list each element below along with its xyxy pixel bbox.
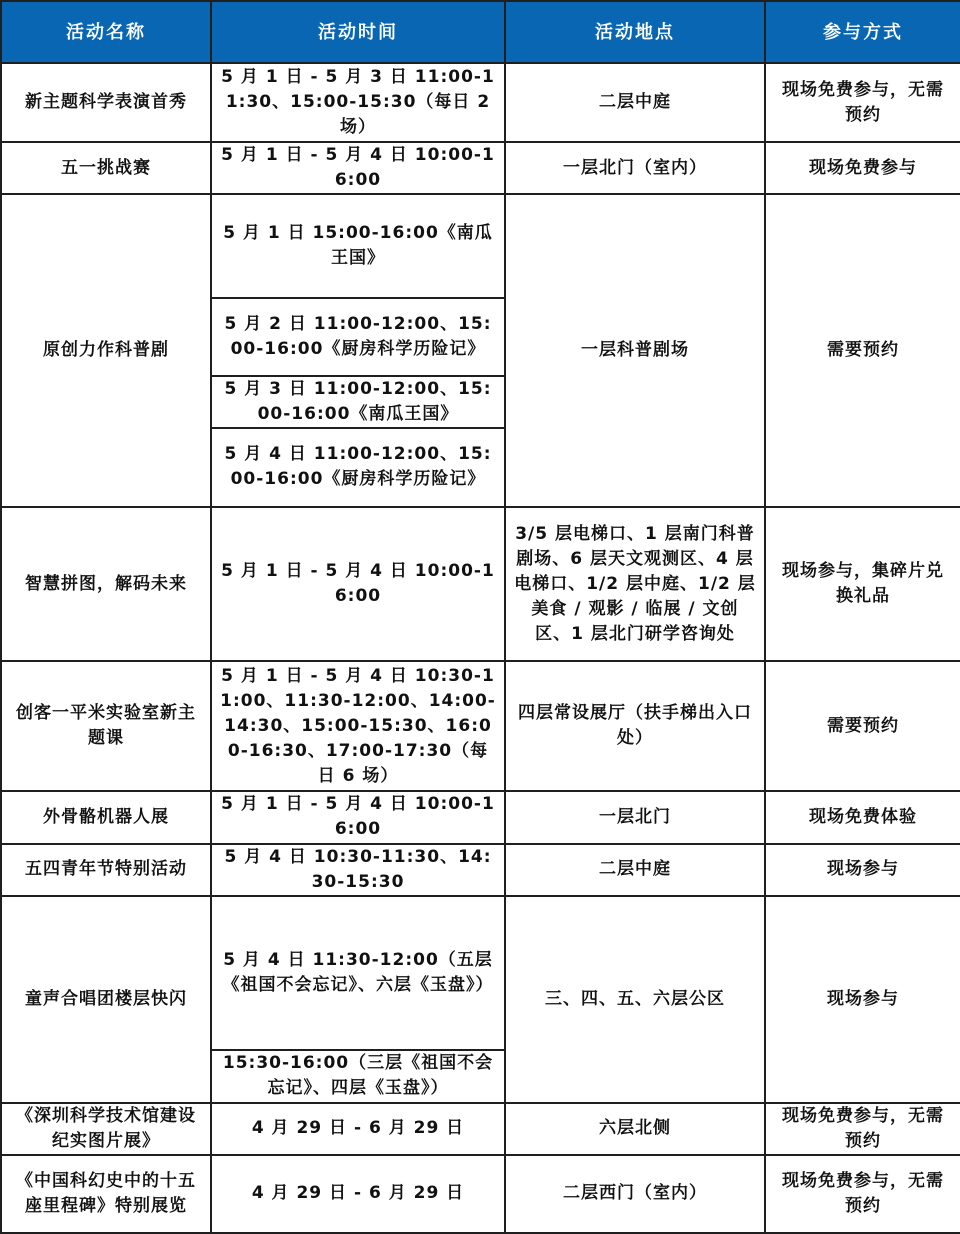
activity-time: 5 月 1 日 - 5 月 3 日 11:00-11:30、15:00-15:30（每日 2 场）: [211, 63, 505, 142]
activity-name: 原创力作科普剧: [1, 194, 211, 507]
participation-mode: 现场免费参与，无需预约: [765, 63, 960, 142]
activity-name: 智慧拼图，解码未来: [1, 507, 211, 661]
table-row: [1, 507, 960, 661]
participation-mode: 现场参与: [765, 844, 960, 896]
activity-time: 5 月 1 日 - 5 月 4 日 10:00-16:00: [211, 142, 505, 194]
activity-time: 5 月 1 日 - 5 月 4 日 10:00-16:00: [211, 791, 505, 844]
activity-place: 四层常设展厅（扶手梯出入口处）: [505, 661, 765, 790]
header-participation-mode: 参与方式: [765, 1, 960, 63]
activity-place: 3/5 层电梯口、1 层南门科普剧场、6 层天文观测区、4 层电梯口、1/2 层中庭、1/2 层美食 / 观影 / 临展 / 文创区、1 层北门研学咨询处: [505, 507, 765, 661]
table-row: [1, 1103, 960, 1155]
activity-time: 5 月 4 日 11:30-12:00（五层《祖国不会忘记》、六层《玉盘》）: [211, 896, 505, 1050]
participation-mode: 现场免费参与，无需预约: [765, 1103, 960, 1155]
participation-mode: 现场免费体验: [765, 791, 960, 844]
activity-name: 新主题科学表演首秀: [1, 63, 211, 142]
participation-mode: 现场参与: [765, 896, 960, 1103]
activity-time: 4 月 29 日 - 6 月 29 日: [211, 1155, 505, 1233]
activity-time: 5 月 1 日 - 5 月 4 日 10:00-16:00: [211, 507, 505, 661]
participation-mode: 需要预约: [765, 194, 960, 507]
table-row: [1, 896, 960, 1050]
table-row: [1, 142, 960, 194]
activity-name: 童声合唱团楼层快闪: [1, 896, 211, 1103]
participation-mode: 需要预约: [765, 661, 960, 790]
table-row: [1, 844, 960, 896]
activity-place: 六层北侧: [505, 1103, 765, 1155]
activity-time: 5 月 4 日 10:30-11:30、14:30-15:30: [211, 844, 505, 896]
activity-name: 五四青年节特别活动: [1, 844, 211, 896]
activity-name: 《深圳科学技术馆建设纪实图片展》: [1, 1103, 211, 1155]
table-row: [1, 661, 960, 790]
activity-place: 三、四、五、六层公区: [505, 896, 765, 1103]
activity-place: 一层科普剧场: [505, 194, 765, 507]
activity-name: 五一挑战赛: [1, 142, 211, 194]
activity-time: 15:30-16:00（三层《祖国不会忘记》、四层《玉盘》）: [211, 1050, 505, 1102]
activity-place: 二层西门（室内）: [505, 1155, 765, 1233]
header-row: [1, 1, 960, 63]
table-row: [1, 194, 960, 297]
activity-time: 5 月 1 日 15:00-16:00《南瓜王国》: [211, 194, 505, 297]
activity-name: 《中国科幻史中的十五座里程碑》特别展览: [1, 1155, 211, 1233]
activity-time: 4 月 29 日 - 6 月 29 日: [211, 1103, 505, 1155]
activity-time: 5 月 1 日 - 5 月 4 日 10:30-11:00、11:30-12:00、14:00-14:30、15:00-15:30、16:00-16:30、17:00-17:30（每日 6 场）: [211, 661, 505, 790]
activity-place: 一层北门（室内）: [505, 142, 765, 194]
participation-mode: 现场参与，集碎片兑换礼品: [765, 507, 960, 661]
participation-mode: 现场免费参与: [765, 142, 960, 194]
header-activity-place: 活动地点: [505, 1, 765, 63]
activity-place: 二层中庭: [505, 63, 765, 142]
header-activity-time: 活动时间: [211, 1, 505, 63]
activity-place: 一层北门: [505, 791, 765, 844]
activity-time: 5 月 3 日 11:00-12:00、15:00-16:00《南瓜王国》: [211, 376, 505, 428]
participation-mode: 现场免费参与，无需预约: [765, 1155, 960, 1233]
activity-name: 外骨骼机器人展: [1, 791, 211, 844]
activity-place: 二层中庭: [505, 844, 765, 896]
activity-time: 5 月 2 日 11:00-12:00、15:00-16:00《厨房科学历险记》: [211, 298, 505, 376]
activity-time: 5 月 4 日 11:00-12:00、15:00-16:00《厨房科学历险记》: [211, 428, 505, 507]
table-row: [1, 63, 960, 142]
table-row: [1, 1155, 960, 1233]
activity-name: 创客一平米实验室新主题课: [1, 661, 211, 790]
table-row: [1, 791, 960, 844]
header-activity-name: 活动名称: [1, 1, 211, 63]
